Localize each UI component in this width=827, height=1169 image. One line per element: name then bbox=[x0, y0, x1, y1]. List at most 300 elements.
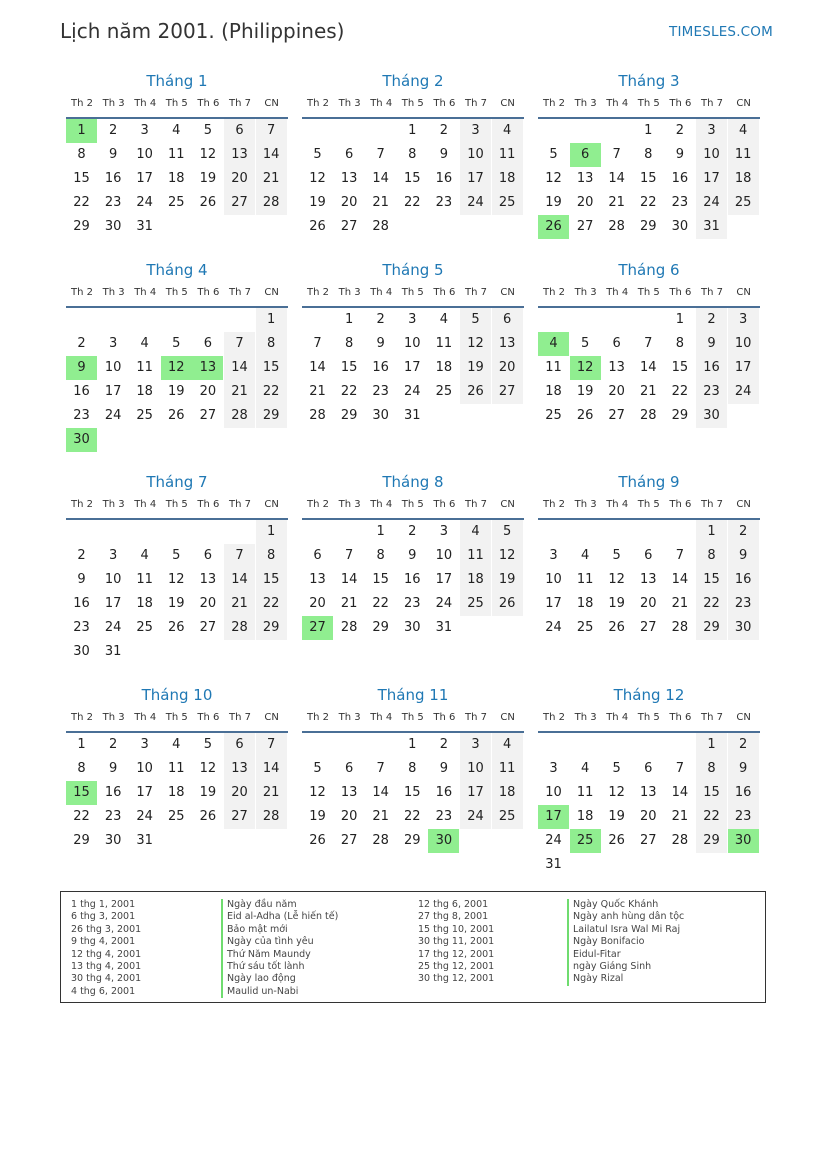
day-cell[interactable]: 29 bbox=[696, 616, 727, 640]
day-cell[interactable]: 12 bbox=[492, 544, 523, 568]
day-cell[interactable]: 18 bbox=[435, 360, 453, 375]
day-cell[interactable]: 7 bbox=[224, 332, 255, 356]
day-cell[interactable]: 1 bbox=[344, 312, 354, 327]
day-cell[interactable]: 18 bbox=[136, 596, 153, 611]
day-cell[interactable]: 2 bbox=[728, 733, 759, 757]
day-cell[interactable]: 25 bbox=[545, 408, 562, 423]
day-cell[interactable]: 23 bbox=[372, 384, 389, 399]
day-cell[interactable]: 10 bbox=[545, 572, 562, 587]
day-cell[interactable]: 9 bbox=[77, 572, 86, 587]
day-cell[interactable]: 31 bbox=[404, 408, 421, 423]
day-cell[interactable]: 21 bbox=[256, 781, 287, 805]
day-cell[interactable]: 6 bbox=[203, 336, 213, 351]
day-cell[interactable]: 13 bbox=[340, 785, 358, 800]
day-cell[interactable]: 3 bbox=[140, 737, 149, 752]
day-cell[interactable]: 31 bbox=[136, 833, 153, 848]
day-cell[interactable]: 28 bbox=[309, 408, 326, 423]
day-cell[interactable]: 10 bbox=[104, 572, 122, 587]
day-cell[interactable]: 8 bbox=[256, 332, 287, 356]
day-cell[interactable]: 17 bbox=[136, 171, 153, 186]
day-cell[interactable]: 3 bbox=[549, 548, 558, 563]
day-cell[interactable]: 30 bbox=[404, 620, 421, 635]
day-cell[interactable]: 4 bbox=[140, 548, 149, 563]
day-cell[interactable]: 1 bbox=[77, 737, 86, 752]
day-cell[interactable]: 18 bbox=[492, 167, 523, 191]
day-cell[interactable]: 8 bbox=[408, 761, 417, 776]
day-cell[interactable]: 10 bbox=[545, 785, 562, 800]
day-cell[interactable]: 18 bbox=[492, 781, 523, 805]
day-cell[interactable]: 16 bbox=[104, 171, 122, 186]
day-cell[interactable]: 2 bbox=[408, 524, 417, 539]
day-cell[interactable]: 23 bbox=[696, 380, 727, 404]
day-cell[interactable]: 24 bbox=[435, 596, 453, 611]
day-cell[interactable]: 20 bbox=[199, 384, 217, 399]
day-cell[interactable]: 22 bbox=[340, 384, 358, 399]
day-cell[interactable]: 12 bbox=[309, 785, 326, 800]
day-cell[interactable]: 30 bbox=[73, 644, 90, 659]
day-cell[interactable]: 28 bbox=[671, 833, 689, 848]
day-cell[interactable]: 17 bbox=[404, 360, 421, 375]
day-cell[interactable]: 28 bbox=[608, 219, 625, 234]
day-cell[interactable]: 3 bbox=[439, 524, 449, 539]
day-cell[interactable]: 28 bbox=[372, 833, 389, 848]
day-cell[interactable]: 13 bbox=[576, 171, 594, 186]
day-cell[interactable]: 26 bbox=[199, 809, 217, 824]
day-cell[interactable]: 25 bbox=[168, 195, 185, 210]
holiday-day-cell[interactable]: 9 bbox=[66, 356, 97, 380]
day-cell[interactable]: 19 bbox=[545, 195, 562, 210]
day-cell[interactable]: 14 bbox=[671, 572, 689, 587]
day-cell[interactable]: 10 bbox=[136, 761, 153, 776]
day-cell[interactable]: 4 bbox=[580, 548, 590, 563]
day-cell[interactable]: 17 bbox=[460, 167, 491, 191]
day-cell[interactable]: 28 bbox=[224, 404, 255, 428]
day-cell[interactable]: 29 bbox=[404, 833, 421, 848]
day-cell[interactable]: 15 bbox=[404, 171, 421, 186]
day-cell[interactable]: 13 bbox=[640, 785, 657, 800]
day-cell[interactable]: 26 bbox=[608, 620, 625, 635]
day-cell[interactable]: 25 bbox=[492, 191, 523, 215]
day-cell[interactable]: 8 bbox=[696, 544, 727, 568]
day-cell[interactable]: 19 bbox=[576, 384, 594, 399]
day-cell[interactable]: 19 bbox=[309, 195, 326, 210]
day-cell[interactable]: 22 bbox=[73, 809, 90, 824]
day-cell[interactable]: 5 bbox=[313, 761, 322, 776]
day-cell[interactable]: 7 bbox=[313, 336, 322, 351]
day-cell[interactable]: 3 bbox=[696, 119, 727, 143]
day-cell[interactable]: 16 bbox=[73, 596, 90, 611]
day-cell[interactable]: 9 bbox=[408, 548, 417, 563]
day-cell[interactable]: 4 bbox=[492, 733, 523, 757]
day-cell[interactable]: 5 bbox=[612, 761, 621, 776]
day-cell[interactable]: 4 bbox=[728, 119, 759, 143]
day-cell[interactable]: 22 bbox=[404, 195, 421, 210]
day-cell[interactable]: 22 bbox=[696, 592, 727, 616]
day-cell[interactable]: 6 bbox=[344, 147, 354, 162]
day-cell[interactable]: 2 bbox=[108, 737, 118, 752]
day-cell[interactable]: 9 bbox=[439, 761, 449, 776]
day-cell[interactable]: 20 bbox=[640, 596, 657, 611]
day-cell[interactable]: 16 bbox=[671, 171, 689, 186]
day-cell[interactable]: 29 bbox=[340, 408, 358, 423]
day-cell[interactable]: 8 bbox=[77, 761, 86, 776]
day-cell[interactable]: 9 bbox=[696, 332, 727, 356]
day-cell[interactable]: 21 bbox=[608, 195, 625, 210]
day-cell[interactable]: 2 bbox=[77, 548, 86, 563]
day-cell[interactable]: 24 bbox=[104, 620, 122, 635]
day-cell[interactable]: 26 bbox=[492, 592, 523, 616]
day-cell[interactable]: 15 bbox=[640, 171, 657, 186]
day-cell[interactable]: 28 bbox=[256, 191, 287, 215]
day-cell[interactable]: 10 bbox=[104, 360, 122, 375]
day-cell[interactable]: 26 bbox=[199, 195, 217, 210]
day-cell[interactable]: 15 bbox=[256, 568, 287, 592]
day-cell[interactable]: 14 bbox=[608, 171, 625, 186]
day-cell[interactable]: 15 bbox=[696, 781, 727, 805]
day-cell[interactable]: 27 bbox=[199, 620, 217, 635]
day-cell[interactable]: 2 bbox=[696, 308, 727, 332]
day-cell[interactable]: 7 bbox=[675, 761, 685, 776]
day-cell[interactable]: 10 bbox=[136, 147, 153, 162]
day-cell[interactable]: 20 bbox=[340, 195, 358, 210]
day-cell[interactable]: 30 bbox=[372, 408, 389, 423]
site-link[interactable]: TIMESLES.COM bbox=[669, 24, 773, 40]
day-cell[interactable]: 15 bbox=[340, 360, 358, 375]
day-cell[interactable]: 13 bbox=[492, 332, 523, 356]
day-cell[interactable]: 20 bbox=[199, 596, 217, 611]
day-cell[interactable]: 13 bbox=[640, 572, 657, 587]
day-cell[interactable]: 23 bbox=[435, 195, 453, 210]
day-cell[interactable]: 11 bbox=[435, 336, 453, 351]
day-cell[interactable]: 21 bbox=[640, 384, 657, 399]
day-cell[interactable]: 7 bbox=[224, 544, 255, 568]
day-cell[interactable]: 24 bbox=[460, 191, 491, 215]
day-cell[interactable]: 17 bbox=[435, 572, 453, 587]
day-cell[interactable]: 29 bbox=[256, 404, 287, 428]
day-cell[interactable]: 22 bbox=[73, 195, 90, 210]
day-cell[interactable]: 4 bbox=[140, 336, 149, 351]
day-cell[interactable]: 10 bbox=[728, 332, 759, 356]
day-cell[interactable]: 9 bbox=[675, 147, 685, 162]
day-cell[interactable]: 21 bbox=[340, 596, 358, 611]
day-cell[interactable]: 12 bbox=[460, 332, 491, 356]
day-cell[interactable]: 5 bbox=[313, 147, 322, 162]
day-cell[interactable]: 6 bbox=[203, 548, 213, 563]
day-cell[interactable]: 26 bbox=[608, 833, 625, 848]
day-cell[interactable]: 25 bbox=[136, 408, 153, 423]
day-cell[interactable]: 13 bbox=[199, 572, 217, 587]
day-cell[interactable]: 20 bbox=[608, 384, 625, 399]
day-cell[interactable]: 24 bbox=[728, 380, 759, 404]
day-cell[interactable]: 28 bbox=[224, 616, 255, 640]
day-cell[interactable]: 13 bbox=[309, 572, 326, 587]
day-cell[interactable]: 16 bbox=[404, 572, 421, 587]
holiday-day-cell[interactable]: 12 bbox=[570, 356, 601, 380]
day-cell[interactable]: 25 bbox=[136, 620, 153, 635]
day-cell[interactable]: 28 bbox=[640, 408, 657, 423]
day-cell[interactable]: 22 bbox=[671, 384, 689, 399]
day-cell[interactable]: 24 bbox=[104, 408, 122, 423]
day-cell[interactable]: 17 bbox=[104, 596, 122, 611]
day-cell[interactable]: 23 bbox=[104, 809, 122, 824]
day-cell[interactable]: 11 bbox=[576, 785, 594, 800]
day-cell[interactable]: 11 bbox=[545, 360, 562, 375]
day-cell[interactable]: 12 bbox=[608, 572, 625, 587]
day-cell[interactable]: 14 bbox=[224, 568, 255, 592]
holiday-day-cell[interactable]: 17 bbox=[538, 805, 569, 829]
day-cell[interactable]: 5 bbox=[172, 548, 181, 563]
day-cell[interactable]: 18 bbox=[576, 809, 594, 824]
day-cell[interactable]: 31 bbox=[435, 620, 453, 635]
day-cell[interactable]: 29 bbox=[372, 620, 389, 635]
day-cell[interactable]: 13 bbox=[224, 143, 255, 167]
day-cell[interactable]: 27 bbox=[224, 805, 255, 829]
day-cell[interactable]: 25 bbox=[492, 805, 523, 829]
day-cell[interactable]: 9 bbox=[108, 147, 118, 162]
day-cell[interactable]: 24 bbox=[136, 195, 153, 210]
day-cell[interactable]: 12 bbox=[199, 761, 217, 776]
day-cell[interactable]: 24 bbox=[404, 384, 421, 399]
day-cell[interactable]: 14 bbox=[372, 785, 389, 800]
day-cell[interactable]: 9 bbox=[728, 544, 759, 568]
day-cell[interactable]: 26 bbox=[460, 380, 491, 404]
day-cell[interactable]: 24 bbox=[696, 191, 727, 215]
day-cell[interactable]: 5 bbox=[203, 737, 213, 752]
day-cell[interactable]: 31 bbox=[104, 644, 122, 659]
day-cell[interactable]: 1 bbox=[696, 733, 727, 757]
day-cell[interactable]: 28 bbox=[340, 620, 358, 635]
holiday-day-cell[interactable]: 6 bbox=[570, 143, 601, 167]
day-cell[interactable]: 28 bbox=[372, 219, 389, 234]
day-cell[interactable]: 22 bbox=[256, 380, 287, 404]
day-cell[interactable]: 20 bbox=[224, 167, 255, 191]
day-cell[interactable]: 11 bbox=[460, 544, 491, 568]
day-cell[interactable]: 2 bbox=[108, 123, 118, 138]
day-cell[interactable]: 1 bbox=[696, 520, 727, 544]
day-cell[interactable]: 2 bbox=[77, 336, 86, 351]
day-cell[interactable]: 21 bbox=[372, 809, 389, 824]
day-cell[interactable]: 13 bbox=[224, 757, 255, 781]
day-cell[interactable]: 19 bbox=[309, 809, 326, 824]
day-cell[interactable]: 27 bbox=[608, 408, 625, 423]
holiday-day-cell[interactable]: 30 bbox=[428, 829, 459, 853]
day-cell[interactable]: 6 bbox=[224, 119, 255, 143]
day-cell[interactable]: 11 bbox=[168, 147, 185, 162]
day-cell[interactable]: 15 bbox=[404, 785, 421, 800]
day-cell[interactable]: 12 bbox=[608, 785, 625, 800]
day-cell[interactable]: 25 bbox=[728, 191, 759, 215]
holiday-day-cell[interactable]: 25 bbox=[570, 829, 601, 853]
day-cell[interactable]: 15 bbox=[73, 171, 90, 186]
day-cell[interactable]: 13 bbox=[340, 171, 358, 186]
day-cell[interactable]: 1 bbox=[644, 123, 653, 138]
day-cell[interactable]: 26 bbox=[576, 408, 594, 423]
day-cell[interactable]: 18 bbox=[728, 167, 759, 191]
day-cell[interactable]: 7 bbox=[376, 147, 385, 162]
day-cell[interactable]: 27 bbox=[340, 219, 358, 234]
holiday-day-cell[interactable]: 30 bbox=[728, 829, 759, 853]
day-cell[interactable]: 17 bbox=[545, 596, 562, 611]
day-cell[interactable]: 7 bbox=[612, 147, 621, 162]
day-cell[interactable]: 18 bbox=[168, 785, 185, 800]
day-cell[interactable]: 26 bbox=[309, 219, 326, 234]
day-cell[interactable]: 12 bbox=[199, 147, 217, 162]
day-cell[interactable]: 8 bbox=[696, 757, 727, 781]
day-cell[interactable]: 28 bbox=[671, 620, 689, 635]
day-cell[interactable]: 21 bbox=[671, 596, 689, 611]
day-cell[interactable]: 15 bbox=[372, 572, 389, 587]
day-cell[interactable]: 20 bbox=[340, 809, 358, 824]
day-cell[interactable]: 21 bbox=[224, 380, 255, 404]
day-cell[interactable]: 23 bbox=[73, 620, 90, 635]
day-cell[interactable]: 1 bbox=[408, 123, 417, 138]
day-cell[interactable]: 19 bbox=[608, 809, 625, 824]
day-cell[interactable]: 3 bbox=[108, 548, 118, 563]
day-cell[interactable]: 30 bbox=[728, 616, 759, 640]
day-cell[interactable]: 10 bbox=[696, 143, 727, 167]
day-cell[interactable]: 19 bbox=[199, 785, 217, 800]
day-cell[interactable]: 11 bbox=[168, 761, 185, 776]
day-cell[interactable]: 17 bbox=[696, 167, 727, 191]
day-cell[interactable]: 12 bbox=[309, 171, 326, 186]
day-cell[interactable]: 4 bbox=[460, 520, 491, 544]
day-cell[interactable]: 14 bbox=[309, 360, 326, 375]
day-cell[interactable]: 2 bbox=[675, 123, 685, 138]
day-cell[interactable]: 28 bbox=[256, 805, 287, 829]
day-cell[interactable]: 18 bbox=[136, 384, 153, 399]
day-cell[interactable]: 17 bbox=[104, 384, 122, 399]
day-cell[interactable]: 29 bbox=[640, 219, 657, 234]
day-cell[interactable]: 4 bbox=[172, 123, 181, 138]
holiday-day-cell[interactable]: 27 bbox=[302, 616, 333, 640]
holiday-day-cell[interactable]: 12 bbox=[161, 356, 192, 380]
day-cell[interactable]: 14 bbox=[224, 356, 255, 380]
holiday-day-cell[interactable]: 26 bbox=[538, 215, 569, 239]
day-cell[interactable]: 10 bbox=[404, 336, 421, 351]
day-cell[interactable]: 26 bbox=[168, 620, 185, 635]
day-cell[interactable]: 21 bbox=[256, 167, 287, 191]
day-cell[interactable]: 10 bbox=[460, 143, 491, 167]
day-cell[interactable]: 14 bbox=[256, 757, 287, 781]
day-cell[interactable]: 2 bbox=[439, 123, 449, 138]
day-cell[interactable]: 21 bbox=[372, 195, 389, 210]
day-cell[interactable]: 16 bbox=[372, 360, 389, 375]
day-cell[interactable]: 16 bbox=[728, 781, 759, 805]
day-cell[interactable]: 17 bbox=[728, 356, 759, 380]
day-cell[interactable]: 10 bbox=[435, 548, 453, 563]
day-cell[interactable]: 8 bbox=[256, 544, 287, 568]
day-cell[interactable]: 8 bbox=[77, 147, 86, 162]
day-cell[interactable]: 2 bbox=[376, 312, 385, 327]
day-cell[interactable]: 11 bbox=[492, 757, 523, 781]
day-cell[interactable]: 16 bbox=[104, 785, 122, 800]
day-cell[interactable]: 23 bbox=[728, 592, 759, 616]
day-cell[interactable]: 31 bbox=[545, 857, 562, 872]
day-cell[interactable]: 17 bbox=[136, 785, 153, 800]
day-cell[interactable]: 1 bbox=[376, 524, 385, 539]
day-cell[interactable]: 7 bbox=[644, 336, 653, 351]
day-cell[interactable]: 19 bbox=[460, 356, 491, 380]
day-cell[interactable]: 11 bbox=[576, 572, 594, 587]
day-cell[interactable]: 29 bbox=[256, 616, 287, 640]
day-cell[interactable]: 19 bbox=[492, 568, 523, 592]
day-cell[interactable]: 2 bbox=[439, 737, 449, 752]
day-cell[interactable]: 27 bbox=[340, 833, 358, 848]
day-cell[interactable]: 4 bbox=[580, 761, 590, 776]
day-cell[interactable]: 6 bbox=[644, 548, 653, 563]
day-cell[interactable]: 17 bbox=[460, 781, 491, 805]
day-cell[interactable]: 5 bbox=[203, 123, 213, 138]
day-cell[interactable]: 6 bbox=[344, 761, 354, 776]
day-cell[interactable]: 9 bbox=[108, 761, 118, 776]
day-cell[interactable]: 7 bbox=[344, 548, 354, 563]
day-cell[interactable]: 5 bbox=[549, 147, 558, 162]
day-cell[interactable]: 11 bbox=[136, 360, 153, 375]
day-cell[interactable]: 31 bbox=[696, 215, 727, 239]
day-cell[interactable]: 20 bbox=[309, 596, 326, 611]
day-cell[interactable]: 5 bbox=[580, 336, 590, 351]
day-cell[interactable]: 20 bbox=[576, 195, 594, 210]
day-cell[interactable]: 27 bbox=[199, 408, 217, 423]
day-cell[interactable]: 7 bbox=[256, 119, 287, 143]
day-cell[interactable]: 18 bbox=[460, 568, 491, 592]
day-cell[interactable]: 23 bbox=[73, 408, 90, 423]
day-cell[interactable]: 4 bbox=[439, 312, 449, 327]
day-cell[interactable]: 20 bbox=[492, 356, 523, 380]
day-cell[interactable]: 5 bbox=[612, 548, 621, 563]
day-cell[interactable]: 9 bbox=[728, 757, 759, 781]
holiday-day-cell[interactable]: 1 bbox=[66, 119, 97, 143]
day-cell[interactable]: 22 bbox=[696, 805, 727, 829]
day-cell[interactable]: 22 bbox=[256, 592, 287, 616]
day-cell[interactable]: 19 bbox=[199, 171, 217, 186]
day-cell[interactable]: 3 bbox=[460, 119, 491, 143]
day-cell[interactable]: 31 bbox=[136, 219, 153, 234]
day-cell[interactable]: 29 bbox=[73, 833, 90, 848]
day-cell[interactable]: 19 bbox=[168, 596, 185, 611]
day-cell[interactable]: 24 bbox=[545, 833, 562, 848]
day-cell[interactable]: 7 bbox=[256, 733, 287, 757]
day-cell[interactable]: 1 bbox=[408, 737, 417, 752]
day-cell[interactable]: 21 bbox=[224, 592, 255, 616]
holiday-day-cell[interactable]: 30 bbox=[66, 428, 97, 452]
day-cell[interactable]: 20 bbox=[640, 809, 657, 824]
day-cell[interactable]: 11 bbox=[728, 143, 759, 167]
day-cell[interactable]: 19 bbox=[168, 384, 185, 399]
day-cell[interactable]: 16 bbox=[728, 568, 759, 592]
day-cell[interactable]: 3 bbox=[408, 312, 417, 327]
day-cell[interactable]: 25 bbox=[460, 592, 491, 616]
day-cell[interactable]: 1 bbox=[256, 308, 287, 332]
day-cell[interactable]: 30 bbox=[104, 833, 122, 848]
day-cell[interactable]: 27 bbox=[640, 833, 657, 848]
day-cell[interactable]: 3 bbox=[549, 761, 558, 776]
day-cell[interactable]: 20 bbox=[224, 781, 255, 805]
day-cell[interactable]: 23 bbox=[728, 805, 759, 829]
day-cell[interactable]: 14 bbox=[671, 785, 689, 800]
day-cell[interactable]: 30 bbox=[671, 219, 689, 234]
day-cell[interactable]: 14 bbox=[640, 360, 657, 375]
holiday-day-cell[interactable]: 15 bbox=[66, 781, 97, 805]
day-cell[interactable]: 30 bbox=[696, 404, 727, 428]
day-cell[interactable]: 12 bbox=[545, 171, 562, 186]
day-cell[interactable]: 22 bbox=[640, 195, 657, 210]
day-cell[interactable]: 14 bbox=[256, 143, 287, 167]
day-cell[interactable]: 29 bbox=[73, 219, 90, 234]
day-cell[interactable]: 27 bbox=[640, 620, 657, 635]
day-cell[interactable]: 9 bbox=[439, 147, 449, 162]
day-cell[interactable]: 1 bbox=[256, 520, 287, 544]
